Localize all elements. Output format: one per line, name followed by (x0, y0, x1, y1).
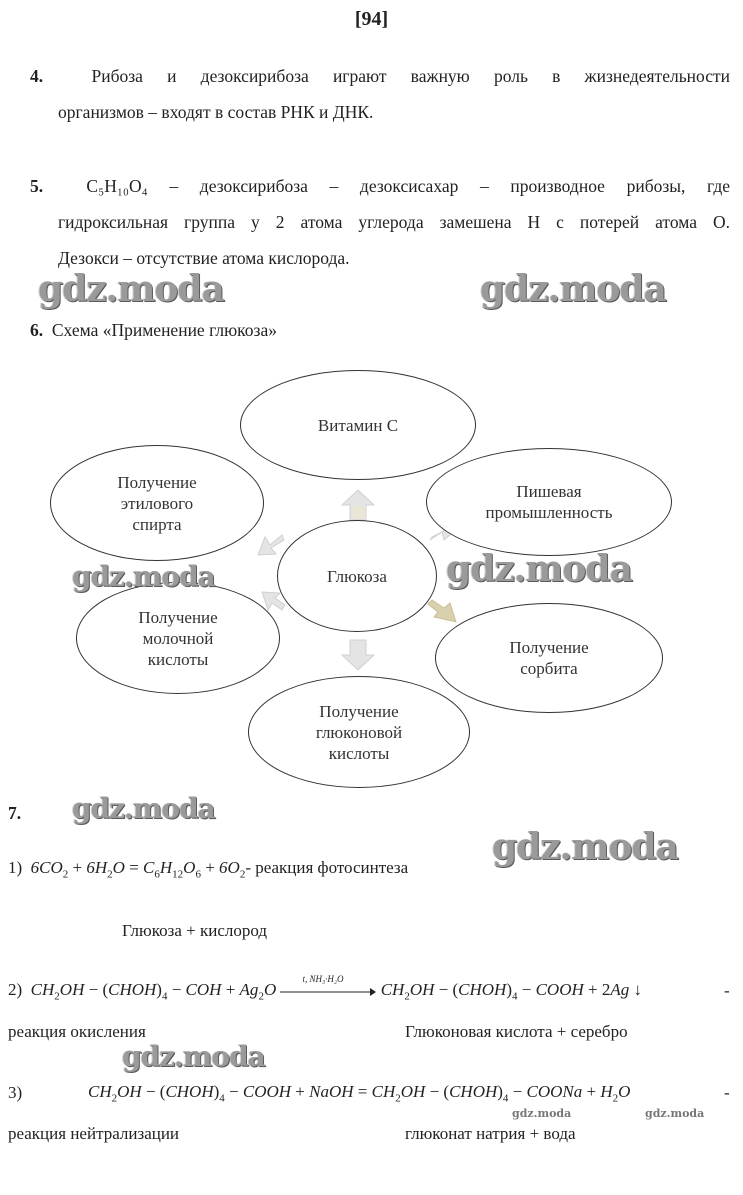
item-5-line3: Дезокси – отсутствие атома кислорода. (58, 248, 350, 268)
watermark: gdz.moda (480, 268, 666, 310)
node-ethyl-alcohol: Получение этилового спирта (50, 445, 264, 561)
arrow-up-tint (352, 506, 366, 519)
reaction-2-condition: t, NH₃·H₂O (302, 974, 344, 985)
watermark: gdz.moda (72, 560, 215, 593)
arrow-left-up (258, 535, 284, 555)
reaction-1-number: 1) (8, 858, 23, 877)
watermark: gdz.moda (38, 268, 224, 310)
arrow-right-down (428, 600, 456, 622)
watermark: gdz.moda (122, 1040, 265, 1073)
node-lactic-acid: Получение молочной кислоты (76, 582, 280, 694)
reaction-2-tail: - (724, 981, 730, 1000)
node-sorbitol: Получение сорбита (435, 603, 663, 713)
item-5-line1: C₅H₁₀O₄ – дезоксирибоза – дезоксисахар – производное рибозы, где (86, 176, 731, 196)
reaction-3-products: глюконат натрия + вода (405, 1124, 576, 1143)
watermark: gdz.moda (492, 826, 678, 868)
reaction-1-equation: $6CO_2 + 6H_2O = C_6H_{12}O_6 + 6O_2$ (30, 858, 246, 881)
item-6-text: Схема «Применение глюкоза» (51, 320, 277, 340)
item-4-number: 4. (30, 66, 44, 86)
reaction-1 (8, 858, 408, 880)
item-5-number: 5. (30, 176, 44, 196)
arrow-down (342, 640, 374, 670)
item-7-number: 7. (8, 803, 22, 823)
node-gluconic-acid: Получение глюконовой кислоты (248, 676, 470, 788)
node-glucose-center: Глюкоза (277, 520, 437, 632)
item-4-line2: организмов – входят в состав РНК и ДНК. (58, 102, 374, 122)
reaction-1-caption: Глюкоза + кислород (122, 921, 268, 940)
reaction-2-products: Глюконовая кислота + серебро (405, 1022, 628, 1041)
reaction-3-equation: $CH_2OH$ − $(CHOH)_4$ − COOH + NaOH = $CH_2OH$ − $(CHOH)_4$ − COONa + $H_2O$ (88, 1082, 631, 1105)
reaction-3-number: 3) (8, 1083, 23, 1102)
reaction-1-suffix: - реакция фотосинтеза (245, 858, 409, 877)
node-food-industry: Пишевая промышленность (426, 448, 672, 556)
reaction-2-type: реакция окисления (8, 1022, 146, 1041)
watermark: gdz.moda (446, 548, 632, 590)
page-number: [94] (354, 8, 389, 30)
watermark: gdz.moda (512, 1107, 572, 1120)
reaction-2-arrow (280, 974, 376, 998)
reaction-2-equation: $CH_2OH$ − $(CHOH)_4$ − COH + $Ag_2O$ t, NH₃·H₂O $CH_2OH$ − $(CHOH)_4$ − COOH + 2Ag ↓ (30, 974, 642, 1003)
reaction-3-type: реакция нейтрализации (8, 1124, 180, 1143)
watermark: gdz.moda (72, 792, 215, 825)
reaction-2 (8, 974, 642, 1003)
watermark: gdz.moda (645, 1107, 705, 1120)
item-6-number: 6. (30, 320, 44, 340)
reaction-3-tail: - (724, 1083, 730, 1102)
reaction-2-number: 2) (8, 980, 23, 999)
item-4-line1: Рибоза и дезоксирибоза играют важную роль в жизнедеятельности (91, 66, 731, 86)
item-5-line2: гидроксильная группа у 2 атома углерода замешена Н с потерей атома О. (58, 212, 730, 232)
node-vitamin-c: Витамин С (240, 370, 476, 480)
